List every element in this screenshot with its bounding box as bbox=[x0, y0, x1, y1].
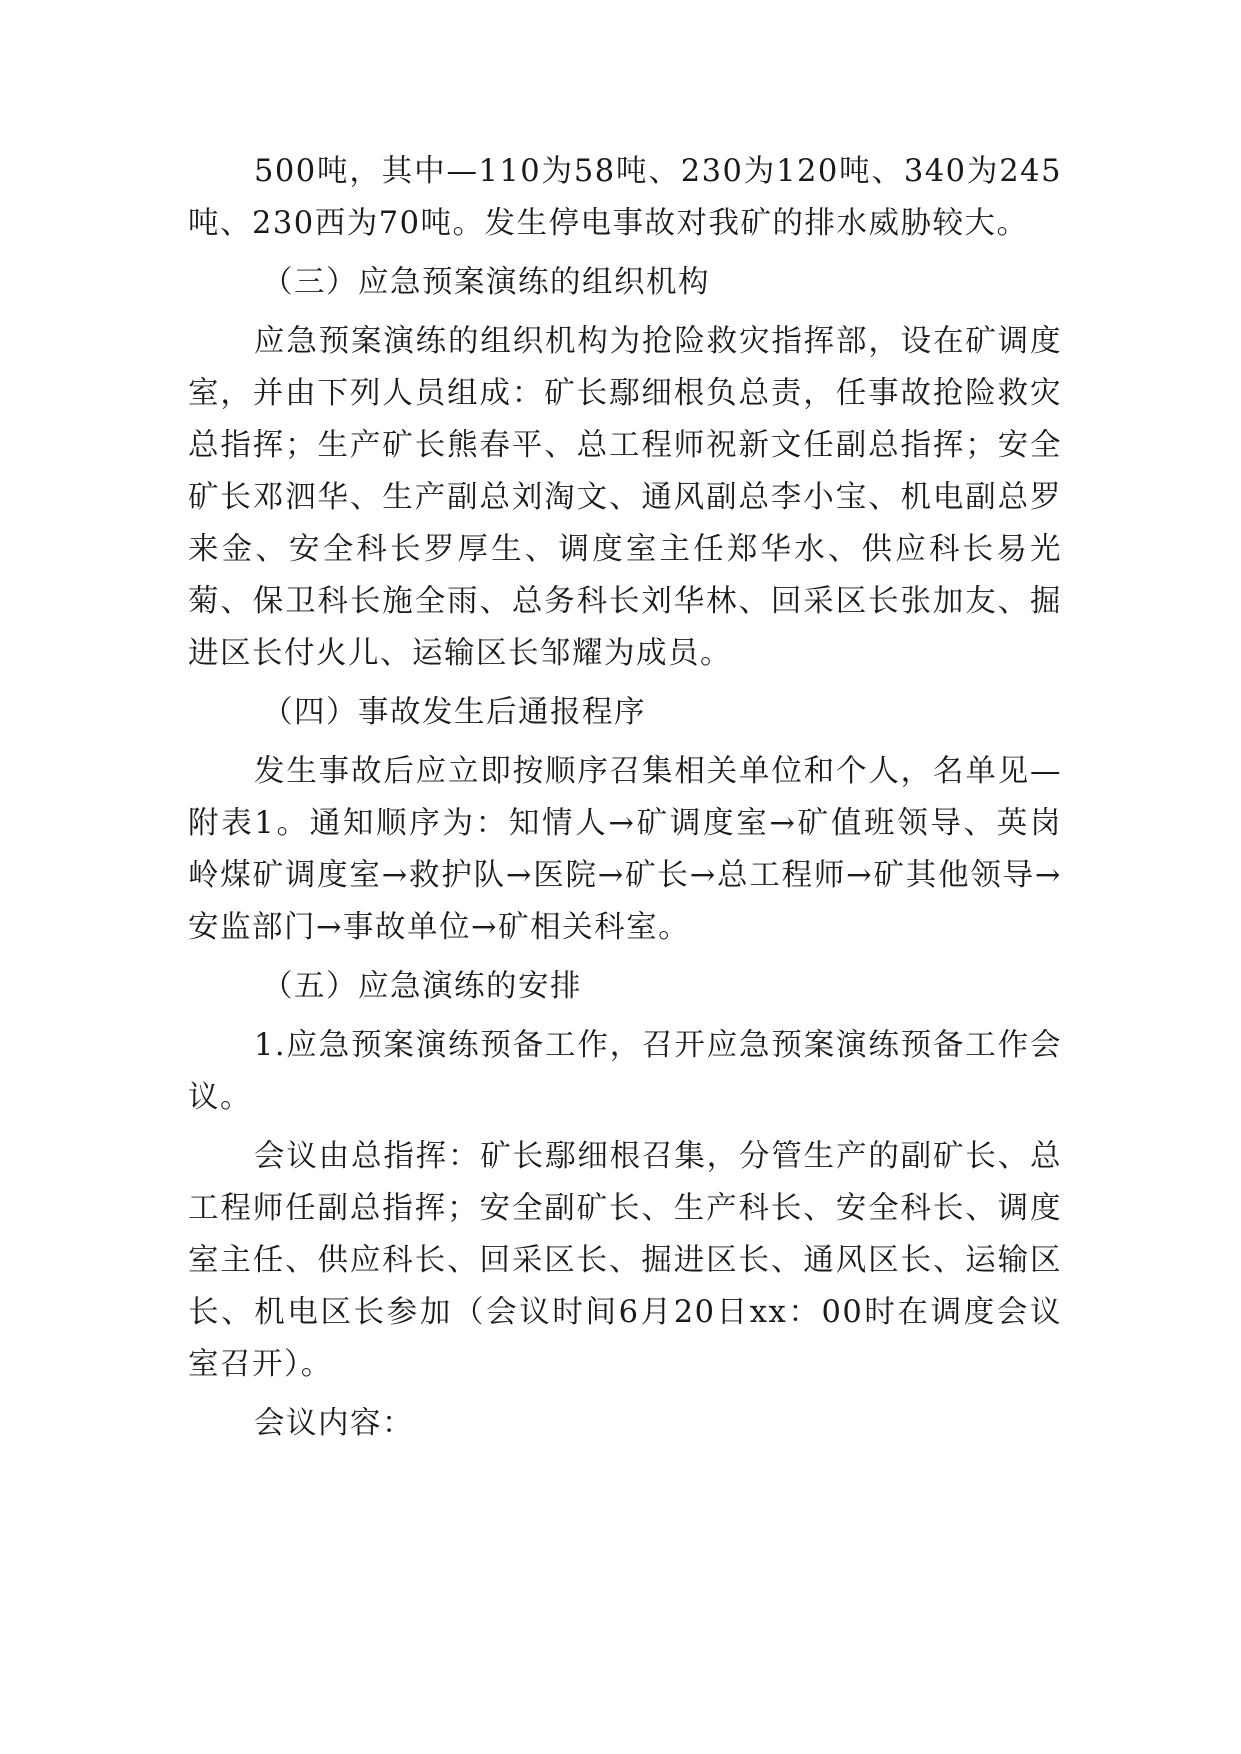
paragraph-preparation-work: 1.应急预案演练预备工作，召开应急预案演练预备工作会议。 bbox=[188, 1028, 1062, 1115]
paragraph-organization-members: 应急预案演练的组织机构为抢险救灾指挥部，设在矿调度室，并由下列人员组成：矿长鄢细根负总责，任事故抢险救灾总指挥；生产矿长熊春平、总工程师祝新文任副总指挥；安全矿长邓泗华、生产副总刘淘文、通风副总李小宝、机电副总罗来金、安全科长罗厚生、调度室主任郑华水、供应科长易光菊、保卫科长施全雨、总务科长刘华林、回采区长张加友、掘进区长付火儿、运输区长邹耀为成员。 bbox=[188, 324, 1062, 671]
paragraph-meeting-content: 会议内容： bbox=[254, 1406, 414, 1441]
paragraph-meeting-details: 会议由总指挥：矿长鄢细根召集，分管生产的副矿长、总工程师任副总指挥；安全副矿长、生产科长、安全科长、调度室主任、供应科长、回采区长、掘进区长、通风区长、运输区长、机电区长参加（会议时间6月20日xx：00时在调度会议室召开）。 bbox=[188, 1139, 1062, 1382]
section-heading-organization: （三）应急预案演练的组织机构 bbox=[262, 265, 710, 300]
paragraph-power-failure-drainage: 500吨，其中—110为58吨、230为120吨、340为245吨、230西为70吨。发生停电事故对我矿的排水威胁较大。 bbox=[188, 154, 1062, 241]
paragraph-notification-order: 发生事故后应立即按顺序召集相关单位和个人，名单见—附表1。通知顺序为：知情人→矿调度室→矿值班领导、英岗岭煤矿调度室→救护队→医院→矿长→总工程师→矿其他领导→安监部门→事故单位→矿相关科室。 bbox=[188, 754, 1062, 945]
section-heading-drill-arrangement: （五）应急演练的安排 bbox=[262, 969, 582, 1004]
document-page bbox=[188, 146, 1062, 1457]
section-heading-notification: （四）事故发生后通报程序 bbox=[262, 695, 646, 730]
